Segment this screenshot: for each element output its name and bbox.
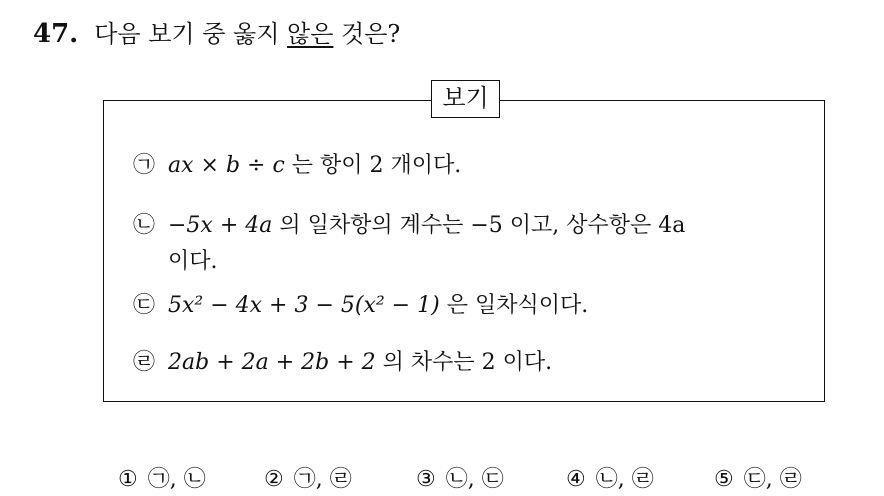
item-math: 2ab + 2a + 2b + 2 [168,350,376,375]
choice-label: ㉢, ㉣ [743,467,802,492]
item-marker: ㉢ [133,293,156,318]
answer-choice-4[interactable] [566,462,654,493]
item-math: 5x² − 4x + 3 − 5(x² − 1) [168,293,440,318]
question-heading [33,14,400,49]
choice-label: ㉡, ㉢ [445,467,504,492]
example-item-2 [133,208,685,239]
choice-number: ④ [566,467,586,492]
example-box-title: 보기 [431,80,500,118]
item-text: 은 일차식이다. [439,293,589,318]
choice-number: ① [118,467,138,492]
answer-choice-5[interactable] [714,462,802,493]
example-item-4 [133,345,552,376]
choice-number: ② [264,467,284,492]
item-text: 는 항이 2 개이다. [284,153,462,178]
choice-label: ㉠, ㉣ [293,467,352,492]
example-item-3 [133,288,588,319]
item-text: 의 일차항의 계수는 −5 이고, 상수항은 4a [272,213,686,238]
answer-choice-2[interactable] [264,462,352,493]
item-marker: ㉡ [133,213,156,238]
choice-label: ㉡, ㉣ [595,467,654,492]
answer-choice-1[interactable] [118,462,206,493]
item-marker: ㉣ [133,350,156,375]
choice-label: ㉠, ㉡ [147,467,206,492]
example-item-1 [133,148,461,179]
example-item-2-continuation: 이다. [168,249,218,274]
item-math: −5x + 4a [168,213,273,238]
question-text-after: 것은? [333,20,401,48]
question-text-before: 다음 보기 중 옳지 [94,20,288,48]
question-number: 47. [33,19,79,49]
choice-number: ⑤ [714,467,734,492]
question-underlined-word: 않은 [287,20,334,48]
item-math: ax × b ÷ c [168,153,285,178]
item-text: 의 차수는 2 이다. [375,350,553,375]
item-marker: ㉠ [133,153,156,178]
choice-number: ③ [416,467,436,492]
answer-choice-3[interactable] [416,462,504,493]
